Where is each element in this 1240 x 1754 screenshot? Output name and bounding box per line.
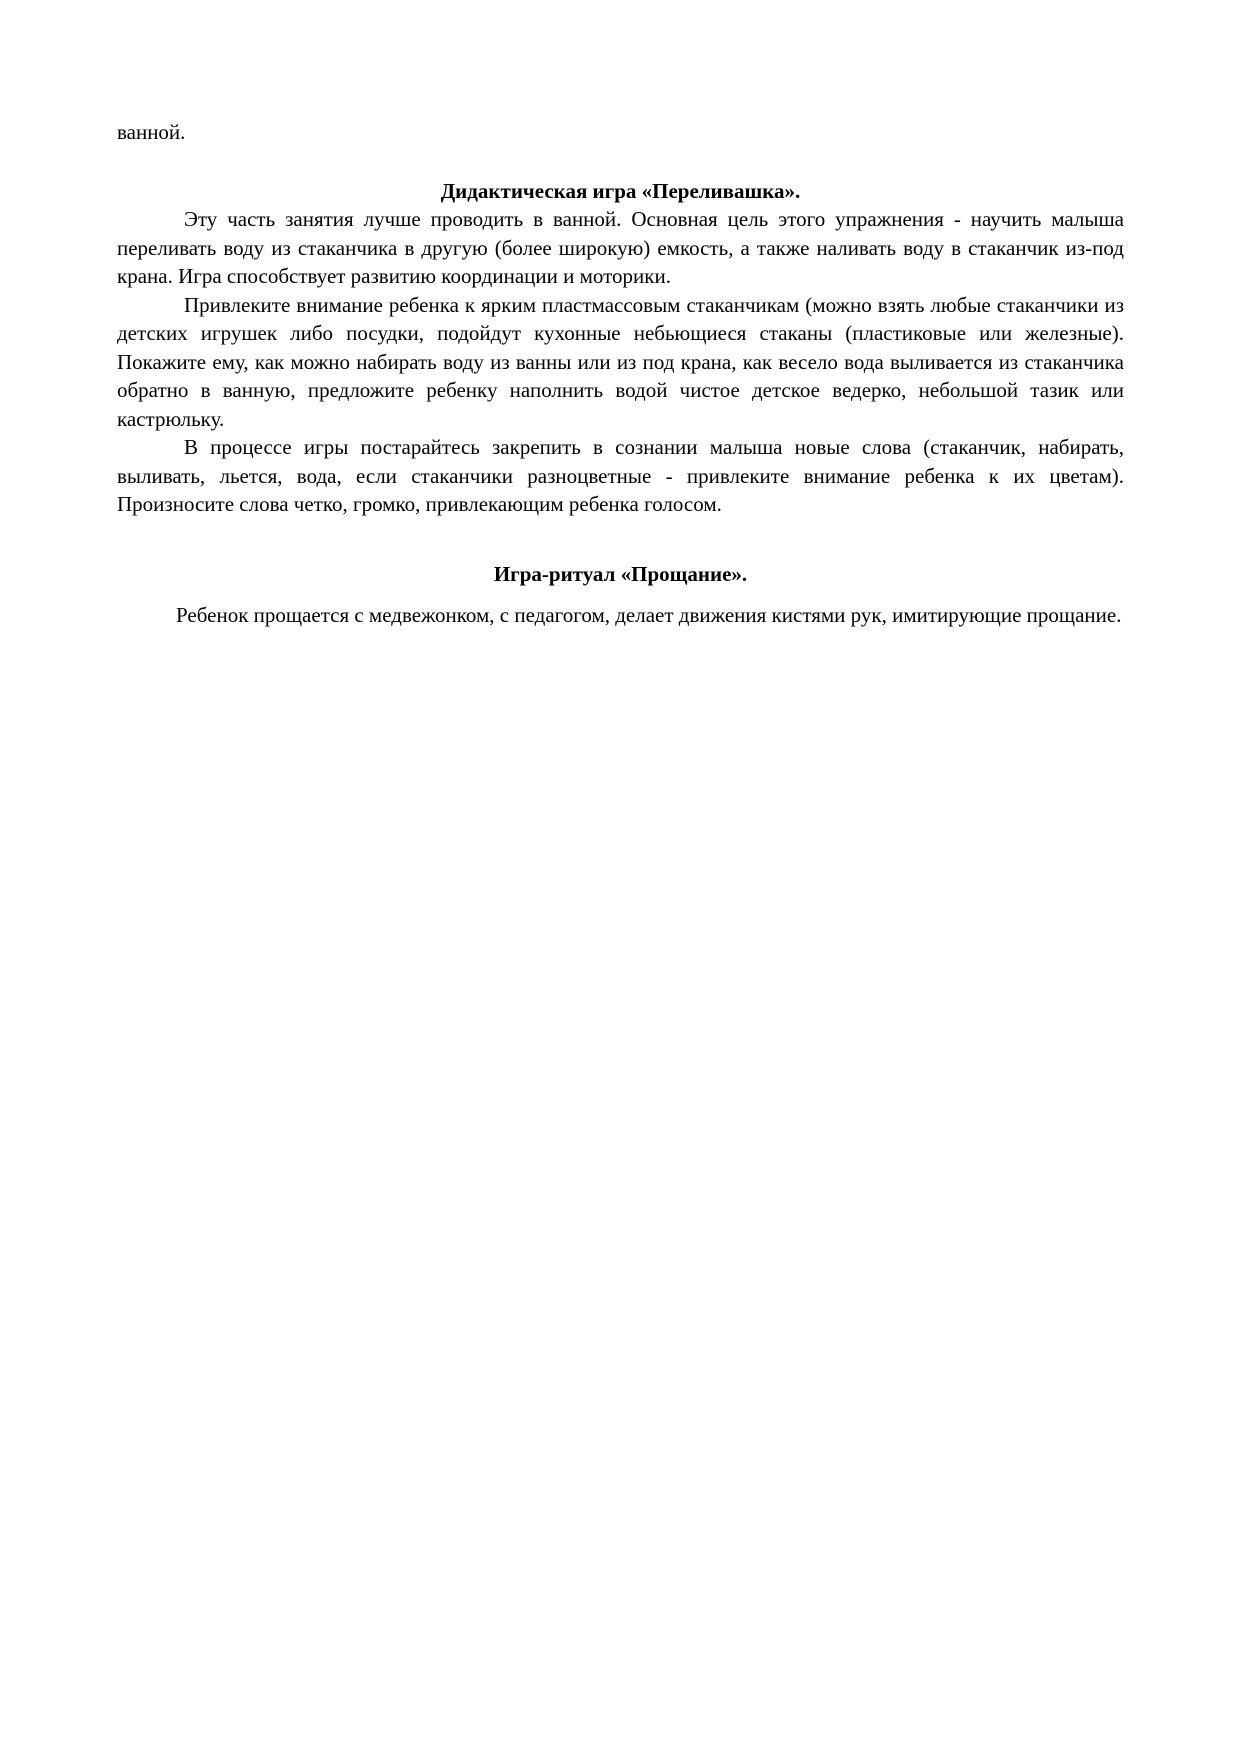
paragraph: Эту часть занятия лучше проводить в ванной. Основная цель этого упражнения - научить малыша переливать воду из стаканчика в другую (более широкую) емкость, а также наливать воду в стаканчик из-под крана. Игра способствует развитию координации и моторики.: [117, 207, 1124, 288]
section-heading-proshchanie: Игра-ритуал «Прощание».: [493, 561, 748, 586]
paragraph: Привлеките внимание ребенка к ярким пластмассовым стаканчикам (можно взять любые стаканчики из детских игрушек либо посудки, подойдут кухонные небьющиеся стаканы (пластиковые или железные). Покажите ему, как можно набирать воду из ванны или из под крана, как весело вода выливается из стаканчика обратно в ванную, предложите ребенку наполнить водой чистое детское ведерко, небольшой тазик или кастрюльку.: [117, 292, 1124, 431]
paragraph: В процессе игры постарайтесь закрепить в сознании малыша новые слова (стаканчик, набирать, выливать, льется, вода, если стаканчики разноцветные - привлеките внимание ребенка к их цветам). Произносите слова четко, громко, привлекающим ребенка голосом.: [117, 435, 1124, 516]
page-content: [117, 118, 1124, 630]
paragraph: Ребенок прощается с медвежонком, с педагогом, делает движения кистями рук, имитирующие прощание.: [176, 603, 1122, 627]
section-heading-perelivashka: Дидактическая игра «Переливашка».: [440, 178, 801, 203]
continuation-text: ванной.: [117, 120, 186, 144]
